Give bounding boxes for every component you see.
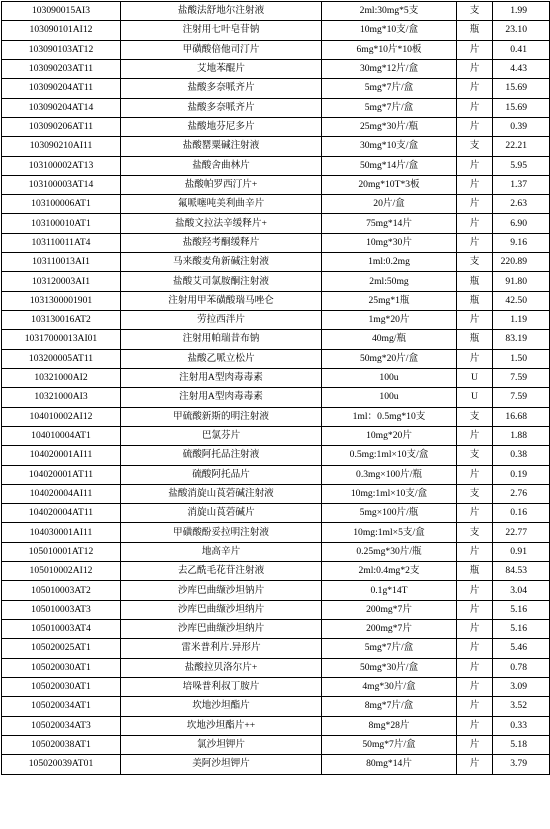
drug-name-cell: 沙库巴曲缬沙坦纳片: [121, 600, 322, 619]
drug-name-cell: 氯沙坦钾片: [121, 735, 322, 754]
table-row: [2, 272, 550, 291]
drug-name-cell: 培哚普利叔丁胺片: [121, 677, 322, 696]
drug-name-cell: 美阿沙坦钾片: [121, 755, 322, 774]
unit-cell: 片: [457, 542, 493, 561]
drug-name-cell: 硫酸阿托品片: [121, 465, 322, 484]
drug-name-cell: 盐酸帕罗西汀片+: [121, 175, 322, 194]
drug-code-cell: 103090203AT11: [2, 59, 121, 78]
drug-name-cell: 沙库巴曲缬沙坦钠片: [121, 581, 322, 600]
unit-cell: 支: [457, 407, 493, 426]
drug-code-cell: 105020030AT1: [2, 658, 121, 677]
price-cell: 22.21: [493, 137, 550, 156]
spec-cell: 10mg*30片: [322, 233, 457, 252]
table-row: [2, 175, 550, 194]
spec-cell: 5mg*7片/盒: [322, 639, 457, 658]
drug-code-cell: 105010002AI12: [2, 562, 121, 581]
drug-name-cell: 盐酸罂粟碱注射液: [121, 137, 322, 156]
table-row: [2, 291, 550, 310]
table-row: [2, 504, 550, 523]
table-row: [2, 21, 550, 40]
price-cell: 84.53: [493, 562, 550, 581]
price-cell: 5.16: [493, 600, 550, 619]
drug-name-cell: 盐酸法舒地尔注射液: [121, 2, 322, 21]
unit-cell: 片: [457, 349, 493, 368]
table-row: [2, 620, 550, 639]
drug-code-cell: 10321000AI2: [2, 368, 121, 387]
spec-cell: 5mg×100片/瓶: [322, 504, 457, 523]
spec-cell: 4mg*30片/盒: [322, 677, 457, 696]
drug-code-cell: 103090015AI3: [2, 2, 121, 21]
price-cell: 1.50: [493, 349, 550, 368]
table-row: [2, 658, 550, 677]
spec-cell: 80mg*14片: [322, 755, 457, 774]
spec-cell: 8mg*28片: [322, 716, 457, 735]
drug-name-cell: 劳拉西泮片: [121, 311, 322, 330]
unit-cell: 片: [457, 59, 493, 78]
unit-cell: 支: [457, 253, 493, 272]
price-cell: 16.68: [493, 407, 550, 426]
price-cell: 1.19: [493, 311, 550, 330]
drug-name-cell: 注射用A型肉毒毒素: [121, 388, 322, 407]
drug-code-cell: 105020034AT1: [2, 697, 121, 716]
price-cell: 5.18: [493, 735, 550, 754]
spec-cell: 30mg*12片/盒: [322, 59, 457, 78]
drug-code-cell: 105020039AT01: [2, 755, 121, 774]
table-row: [2, 311, 550, 330]
table-body: [2, 2, 550, 775]
spec-cell: 25mg*30片/瓶: [322, 117, 457, 136]
unit-cell: 支: [457, 137, 493, 156]
drug-price-table: [1, 1, 550, 775]
spec-cell: 5mg*7片/盒: [322, 98, 457, 117]
drug-name-cell: 盐酸多奈哌齐片: [121, 79, 322, 98]
unit-cell: 片: [457, 214, 493, 233]
drug-code-cell: 103090204AT14: [2, 98, 121, 117]
drug-code-cell: 105020038AT1: [2, 735, 121, 754]
spec-cell: 0.25mg*30片/瓶: [322, 542, 457, 561]
price-cell: 1.99: [493, 2, 550, 21]
drug-name-cell: 盐酸地芬尼多片: [121, 117, 322, 136]
table-row: [2, 117, 550, 136]
drug-code-cell: 103100006AT1: [2, 195, 121, 214]
spec-cell: 2ml:50mg: [322, 272, 457, 291]
price-cell: 42.50: [493, 291, 550, 310]
drug-code-cell: 103110013AI1: [2, 253, 121, 272]
unit-cell: 瓶: [457, 330, 493, 349]
spec-cell: 30mg*10支/盒: [322, 137, 457, 156]
price-cell: 220.89: [493, 253, 550, 272]
table-row: [2, 98, 550, 117]
unit-cell: 片: [457, 639, 493, 658]
unit-cell: 瓶: [457, 291, 493, 310]
drug-name-cell: 去乙酰毛花苷注射液: [121, 562, 322, 581]
drug-name-cell: 注射用A型肉毒毒素: [121, 368, 322, 387]
price-cell: 4.43: [493, 59, 550, 78]
price-cell: 0.78: [493, 658, 550, 677]
price-cell: 6.90: [493, 214, 550, 233]
spec-cell: 0.3mg×100片/瓶: [322, 465, 457, 484]
table-row: [2, 40, 550, 59]
table-row: [2, 562, 550, 581]
price-cell: 0.19: [493, 465, 550, 484]
table-row: [2, 755, 550, 774]
price-cell: 0.39: [493, 117, 550, 136]
drug-code-cell: 104020004AT11: [2, 504, 121, 523]
unit-cell: U: [457, 368, 493, 387]
spec-cell: 20mg*10T*3板: [322, 175, 457, 194]
price-cell: 0.91: [493, 542, 550, 561]
drug-name-cell: 注射用甲苯磺酸瑞马唑仑: [121, 291, 322, 310]
drug-name-cell: 盐酸多奈哌齐片: [121, 98, 322, 117]
price-cell: 1.88: [493, 426, 550, 445]
drug-code-cell: 105010003AT2: [2, 581, 121, 600]
price-cell: 23.10: [493, 21, 550, 40]
table-row: [2, 137, 550, 156]
price-cell: 5.16: [493, 620, 550, 639]
unit-cell: 片: [457, 677, 493, 696]
drug-code-cell: 10321000AI3: [2, 388, 121, 407]
price-cell: 0.33: [493, 716, 550, 735]
drug-name-cell: 坎地沙坦酯片: [121, 697, 322, 716]
spec-cell: 1ml：0.5mg*10支: [322, 407, 457, 426]
table-row: [2, 600, 550, 619]
drug-name-cell: 雷米普利片.异形片: [121, 639, 322, 658]
price-cell: 3.79: [493, 755, 550, 774]
unit-cell: 片: [457, 195, 493, 214]
drug-code-cell: 103100003AT14: [2, 175, 121, 194]
price-cell: 0.38: [493, 446, 550, 465]
unit-cell: 片: [457, 98, 493, 117]
table-row: [2, 59, 550, 78]
table-row: [2, 388, 550, 407]
unit-cell: 片: [457, 620, 493, 639]
drug-name-cell: 氟哌噻吨美利曲辛片: [121, 195, 322, 214]
spec-cell: 25mg*1瓶: [322, 291, 457, 310]
drug-name-cell: 硫酸阿托品注射液: [121, 446, 322, 465]
unit-cell: 瓶: [457, 272, 493, 291]
spec-cell: 10mg:1ml×5支/盒: [322, 523, 457, 542]
table-row: [2, 465, 550, 484]
unit-cell: 片: [457, 735, 493, 754]
drug-code-cell: 105010003AT4: [2, 620, 121, 639]
drug-code-cell: 1031300001901: [2, 291, 121, 310]
price-cell: 9.16: [493, 233, 550, 252]
table-row: [2, 368, 550, 387]
price-cell: 15.69: [493, 98, 550, 117]
unit-cell: 片: [457, 658, 493, 677]
spec-cell: 75mg*14片: [322, 214, 457, 233]
spec-cell: 50mg*7片/盒: [322, 735, 457, 754]
table-row: [2, 349, 550, 368]
table-row: [2, 677, 550, 696]
drug-code-cell: 104010002AI12: [2, 407, 121, 426]
table-row: [2, 426, 550, 445]
table-row: [2, 542, 550, 561]
table-row: [2, 2, 550, 21]
unit-cell: 片: [457, 716, 493, 735]
price-cell: 7.59: [493, 388, 550, 407]
spec-cell: 5mg*7片/盒: [322, 79, 457, 98]
spec-cell: 1mg*20片: [322, 311, 457, 330]
drug-name-cell: 盐酸乙哌立松片: [121, 349, 322, 368]
price-cell: 7.59: [493, 368, 550, 387]
table-row: [2, 639, 550, 658]
drug-code-cell: 103090204AT11: [2, 79, 121, 98]
drug-name-cell: 甲硫酸新斯的明注射液: [121, 407, 322, 426]
unit-cell: 片: [457, 175, 493, 194]
unit-cell: 瓶: [457, 21, 493, 40]
price-cell: 2.63: [493, 195, 550, 214]
unit-cell: 支: [457, 523, 493, 542]
drug-code-cell: 105010001AT12: [2, 542, 121, 561]
spec-cell: 10mg:1ml×10支/盒: [322, 484, 457, 503]
unit-cell: U: [457, 388, 493, 407]
price-cell: 3.04: [493, 581, 550, 600]
unit-cell: 片: [457, 426, 493, 445]
unit-cell: 片: [457, 233, 493, 252]
drug-code-cell: 105020025AT1: [2, 639, 121, 658]
drug-code-cell: 104020004AI11: [2, 484, 121, 503]
table-row: [2, 233, 550, 252]
spec-cell: 6mg*10片*10板: [322, 40, 457, 59]
table-row: [2, 446, 550, 465]
drug-code-cell: 103090101AI12: [2, 21, 121, 40]
price-cell: 3.09: [493, 677, 550, 696]
drug-name-cell: 巴氯芬片: [121, 426, 322, 445]
price-cell: 22.77: [493, 523, 550, 542]
unit-cell: 片: [457, 504, 493, 523]
unit-cell: 片: [457, 117, 493, 136]
drug-code-cell: 104010004AT1: [2, 426, 121, 445]
drug-code-cell: 103090103AT12: [2, 40, 121, 59]
drug-code-cell: 103100010AT1: [2, 214, 121, 233]
table-row: [2, 735, 550, 754]
drug-code-cell: 103120003AI1: [2, 272, 121, 291]
unit-cell: 片: [457, 311, 493, 330]
price-cell: 5.46: [493, 639, 550, 658]
spec-cell: 0.5mg:1ml×10支/盒: [322, 446, 457, 465]
price-cell: 5.95: [493, 156, 550, 175]
drug-name-cell: 坎地沙坦酯片++: [121, 716, 322, 735]
table-row: [2, 407, 550, 426]
drug-code-cell: 105020034AT3: [2, 716, 121, 735]
price-cell: 2.76: [493, 484, 550, 503]
spec-cell: 100u: [322, 368, 457, 387]
spec-cell: 200mg*7片: [322, 600, 457, 619]
drug-name-cell: 甲磺酸倍他司汀片: [121, 40, 322, 59]
table-row: [2, 484, 550, 503]
drug-name-cell: 盐酸文拉法辛缓释片+: [121, 214, 322, 233]
drug-code-cell: 10317000013AI01: [2, 330, 121, 349]
spec-cell: 40mg/瓶: [322, 330, 457, 349]
spec-cell: 20片/盒: [322, 195, 457, 214]
table-row: [2, 253, 550, 272]
drug-name-cell: 注射用帕瑞昔布钠: [121, 330, 322, 349]
drug-name-cell: 盐酸消旋山莨菪碱注射液: [121, 484, 322, 503]
unit-cell: 片: [457, 600, 493, 619]
drug-name-cell: 地高辛片: [121, 542, 322, 561]
table-row: [2, 195, 550, 214]
drug-code-cell: 104020001AI11: [2, 446, 121, 465]
drug-code-cell: 105020030AT1: [2, 677, 121, 696]
spec-cell: 50mg*20片/盒: [322, 349, 457, 368]
table-row: [2, 214, 550, 233]
table-row: [2, 330, 550, 349]
drug-code-cell: 104030001AI11: [2, 523, 121, 542]
price-cell: 0.41: [493, 40, 550, 59]
price-cell: 91.80: [493, 272, 550, 291]
drug-name-cell: 盐酸羟考酮缓释片: [121, 233, 322, 252]
price-cell: 83.19: [493, 330, 550, 349]
unit-cell: 片: [457, 79, 493, 98]
table-row: [2, 523, 550, 542]
spec-cell: 10mg*10支/盒: [322, 21, 457, 40]
drug-code-cell: 105010003AT3: [2, 600, 121, 619]
spec-cell: 0.1g*14T: [322, 581, 457, 600]
spec-cell: 2ml:0.4mg*2支: [322, 562, 457, 581]
drug-name-cell: 沙库巴曲缬沙坦纳片: [121, 620, 322, 639]
spec-cell: 8mg*7片/盒: [322, 697, 457, 716]
price-cell: 1.37: [493, 175, 550, 194]
price-cell: 15.69: [493, 79, 550, 98]
unit-cell: 片: [457, 40, 493, 59]
unit-cell: 片: [457, 581, 493, 600]
drug-code-cell: 103100002AT13: [2, 156, 121, 175]
spec-cell: 50mg*30片/盒: [322, 658, 457, 677]
drug-name-cell: 注射用七叶皂苷钠: [121, 21, 322, 40]
drug-name-cell: 消旋山莨菪碱片: [121, 504, 322, 523]
unit-cell: 片: [457, 697, 493, 716]
drug-code-cell: 103110011AT4: [2, 233, 121, 252]
table-row: [2, 697, 550, 716]
spec-cell: 50mg*14片/盒: [322, 156, 457, 175]
unit-cell: 片: [457, 156, 493, 175]
unit-cell: 瓶: [457, 562, 493, 581]
drug-code-cell: 103090210AI11: [2, 137, 121, 156]
drug-name-cell: 艾地苯醌片: [121, 59, 322, 78]
unit-cell: 支: [457, 484, 493, 503]
table-row: [2, 156, 550, 175]
unit-cell: 片: [457, 755, 493, 774]
unit-cell: 支: [457, 2, 493, 21]
table-row: [2, 716, 550, 735]
table-row: [2, 581, 550, 600]
spec-cell: 10mg*20片: [322, 426, 457, 445]
spec-cell: 200mg*7片: [322, 620, 457, 639]
drug-code-cell: 103090206AT11: [2, 117, 121, 136]
drug-name-cell: 盐酸舍曲林片: [121, 156, 322, 175]
unit-cell: 片: [457, 465, 493, 484]
price-cell: 0.16: [493, 504, 550, 523]
price-cell: 3.52: [493, 697, 550, 716]
drug-name-cell: 盐酸艾司氯胺酮注射液: [121, 272, 322, 291]
unit-cell: 支: [457, 446, 493, 465]
drug-code-cell: 103130016AT2: [2, 311, 121, 330]
drug-name-cell: 盐酸拉贝洛尔片+: [121, 658, 322, 677]
drug-code-cell: 104020001AT11: [2, 465, 121, 484]
table-row: [2, 79, 550, 98]
drug-name-cell: 甲磺酸酚妥拉明注射液: [121, 523, 322, 542]
drug-code-cell: 103200005AT11: [2, 349, 121, 368]
spec-cell: 100u: [322, 388, 457, 407]
spec-cell: 2ml:30mg*5支: [322, 2, 457, 21]
spec-cell: 1ml:0.2mg: [322, 253, 457, 272]
drug-name-cell: 马来酸麦角新碱注射液: [121, 253, 322, 272]
